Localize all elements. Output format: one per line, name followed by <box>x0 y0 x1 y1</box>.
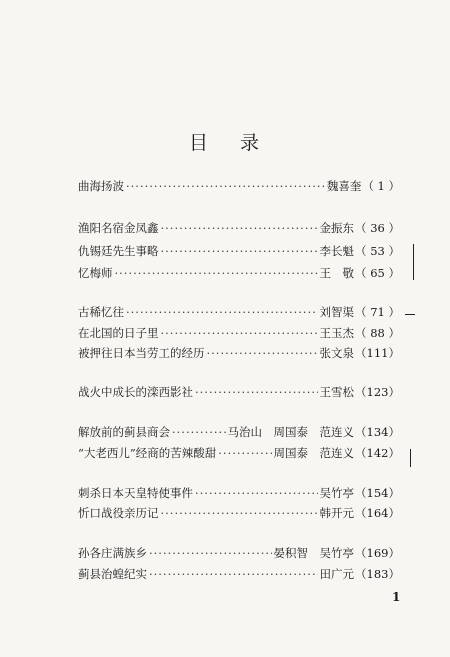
entry-page: （ 71 ） <box>355 305 400 319</box>
page-title <box>0 128 450 155</box>
entry-author: 吴竹亭 <box>319 486 355 500</box>
entry-title: 古稀忆往 <box>78 305 124 319</box>
entry-author: 王玉杰 <box>319 326 355 340</box>
entry-title: 忆梅师 <box>78 266 113 280</box>
entry-title: 曲海扬波 <box>78 179 124 193</box>
entry-author: 田广元 <box>319 567 355 581</box>
entry-author: 马治山 周国泰 范连义 <box>227 425 355 439</box>
toc-entry <box>78 485 400 501</box>
entry-title: 忻口战役亲历记 <box>78 506 159 520</box>
dot-leader <box>161 505 318 521</box>
entry-page: （ 88 ） <box>355 326 400 340</box>
margin-mark <box>410 449 411 467</box>
entry-page: （134） <box>355 425 400 439</box>
toc-entry <box>78 220 400 236</box>
toc-entry <box>78 566 400 582</box>
entry-page: （111） <box>355 346 400 360</box>
entry-title: “大老西儿”经商的苦辣酸甜 <box>78 446 217 460</box>
entry-author: 晏积智 吴竹亭 <box>273 546 355 560</box>
title-char-2: 录 <box>240 132 262 154</box>
dot-leader <box>218 445 271 461</box>
entry-title: 解放前的蓟县商会 <box>78 425 170 439</box>
entry-author: 魏喜奎 <box>326 179 362 193</box>
entry-author: 张文泉 <box>319 346 355 360</box>
dot-leader <box>126 304 318 320</box>
entry-page: （169） <box>355 546 400 560</box>
dot-leader <box>195 485 318 501</box>
page-number: 1 <box>392 590 401 604</box>
toc-entry <box>78 345 400 361</box>
dot-leader <box>172 424 226 440</box>
entry-page: （ 1 ） <box>362 179 400 193</box>
entry-author: 刘智渠 <box>319 305 355 319</box>
toc-entry <box>78 243 400 259</box>
toc-entry <box>78 304 400 320</box>
toc-entry <box>78 265 400 281</box>
entry-page: （154） <box>355 486 400 500</box>
entry-author: 王 敬 <box>319 266 355 280</box>
entry-title: 仇锡廷先生事略 <box>78 244 159 258</box>
toc-entry <box>78 178 400 194</box>
dot-leader <box>207 345 318 361</box>
title-char-1: 目 <box>188 132 210 154</box>
entry-page: （ 65 ） <box>355 266 400 280</box>
entry-page: （164） <box>355 506 400 520</box>
entry-page: （183） <box>355 567 400 581</box>
dot-leader <box>161 243 318 259</box>
entry-author: 韩开元 <box>319 506 355 520</box>
entry-title: 孙各庄满族乡 <box>78 546 147 560</box>
entry-title: 战火中成长的滦西影社 <box>78 385 193 399</box>
margin-mark <box>405 314 415 315</box>
dot-leader <box>149 545 272 561</box>
entry-title: 刺杀日本天皇特使事件 <box>78 486 193 500</box>
dot-leader <box>195 384 318 400</box>
entry-author: 李长魁 <box>319 244 355 258</box>
entry-author: 周国泰 范连义 <box>273 446 355 460</box>
dot-leader <box>149 566 318 582</box>
toc-entry <box>78 505 400 521</box>
dot-leader <box>161 325 318 341</box>
entry-page: （ 53 ） <box>355 244 400 258</box>
entry-title: 渔阳名宿金凤鑫 <box>78 221 159 235</box>
toc-entry <box>78 545 400 561</box>
toc-entry <box>78 424 400 440</box>
entry-page: （ 36 ） <box>355 221 400 235</box>
entry-page: （123） <box>355 385 400 399</box>
dot-leader <box>126 178 325 194</box>
toc-entry <box>78 325 400 341</box>
entry-page: （142） <box>355 446 400 460</box>
margin-mark <box>413 244 414 280</box>
toc-entry <box>78 384 400 400</box>
entry-title: 蓟县治蝗纪实 <box>78 567 147 581</box>
entry-title: 被押往日本当劳工的经历 <box>78 346 205 360</box>
entry-author: 金振东 <box>319 221 355 235</box>
dot-leader <box>161 220 318 236</box>
toc-entry <box>78 445 400 461</box>
dot-leader <box>115 265 318 281</box>
entry-title: 在北国的日子里 <box>78 326 159 340</box>
entry-author: 王雪松 <box>319 385 355 399</box>
